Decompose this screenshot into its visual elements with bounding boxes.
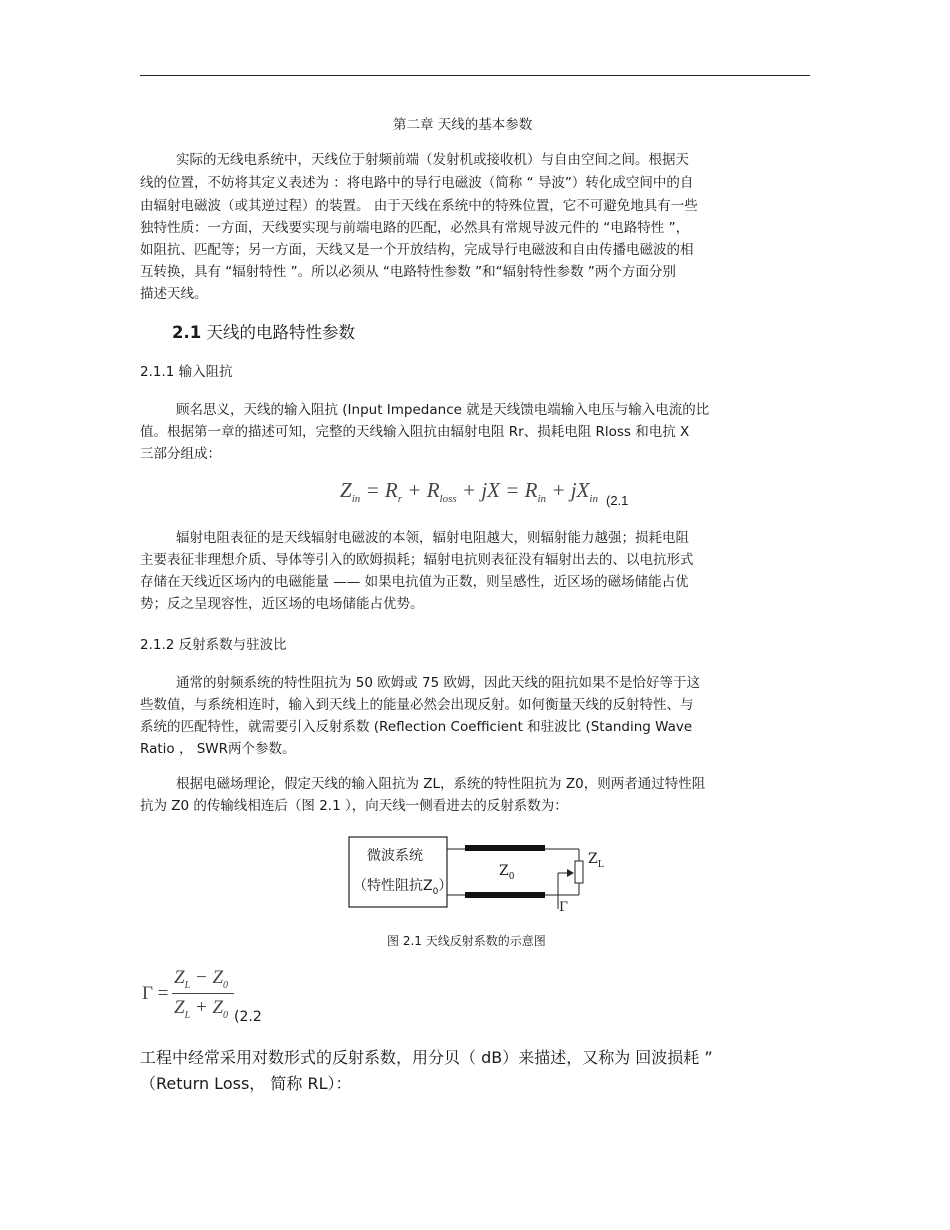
chapter-title: 第二章 天线的基本参数 [393,117,533,133]
figure-caption: 图 2.1 天线反射系数的示意图 [387,934,546,948]
text-line: 主要表征非理想介质、导体等引入的欧姆损耗；辐射电抗则表征没有辐射出去的、以电抗形式 [140,552,694,568]
section-heading [172,319,355,343]
text-line: 抗为 Z0 的传输线相连后（图 2.1 ），向天线一侧看进去的反射系数为： [140,798,568,814]
reflection-diagram [345,833,615,918]
text-line: Ratio ， SWR两个参数。 [140,741,296,757]
text-line: 如阻抗、匹配等；另一方面，天线又是一个开放结构，完成导行电磁波和自由传播电磁波的相 [140,242,694,258]
text-line: 互转换，具有 “辐射特性 ”。所以必须从 “电路特性参数 ”和“辐射特性参数 ”两个方面分别 [140,264,676,280]
text-line: 通常的射频系统的特性阻抗为 50 欧姆或 75 欧姆，因此天线的阻抗如果不是恰好等于这 [176,675,701,691]
text-line: 独特性质：一方面，天线要实现与前端电路的匹配，必然具有常规导波元件的 “电路特性 ”， [140,220,690,236]
text-line: 势；反之呈现容性，近区场的电场储能占优势。 [140,596,424,612]
text-line: （Return Loss， 简称 RL）： [140,1074,352,1093]
box-label-line2: （特性阻抗$Z_0$） [353,878,453,897]
text-line: 实际的无线电系统中，天线位于射频前端（发射机或接收机）与自由空间之间。根据天 [176,152,689,168]
text-line: 由辐射电磁波（或其逆过程）的装置。 由于天线在系统中的特殊位置，它不可避免地具有一些 [140,198,698,214]
text-line: 系统的匹配特性，就需要引入反射系数 (Reflection Coefficient 和驻波比 (Standing Wave [140,719,693,735]
text-line: 三部分组成： [140,446,221,462]
load-resistor [575,861,583,883]
text-line: 值。根据第一章的描述可知，完整的天线输入阻抗由辐射电阻 Rr、损耗电阻 Rloss 和电抗 X [140,424,690,440]
equation-input-impedance: $Z_{in} = R_r + R_{loss}$ + jX = $R_{in} + jX_{in}$ [340,478,598,506]
equation-reflection-coefficient: Γ = $Z_L - Z_0$ $Z_L + Z_0$ [140,967,250,1027]
subsection-heading: 2.1.2 反射系数与驻波比 [140,637,287,653]
text-line: 线的位置，不妨将其定义表述为 ：将电路中的导行电磁波（简称 “ 导波”）转化成空间中的自 [140,175,694,191]
z0-label: $Z_0$ [499,863,515,882]
gamma-label: Γ [559,900,569,915]
text-line: 顾名思义，天线的输入阻抗 (Input Impedance 就是天线馈电端输入电压与输入电流的比 [176,402,710,418]
gamma-arrow-head [567,869,574,877]
subsection-heading: 2.1.1 输入阻抗 [140,364,233,380]
text-line: 些数值，与系统相连时，输入到天线上的能量必然会出现反射。如何衡量天线的反射特性、与 [140,697,694,713]
text-line: 工程中经常采用对数形式的反射系数，用分贝（ dB）来描述，又称为 回波损耗 ” [140,1048,713,1067]
section-number: 2.1 [172,323,202,342]
box-label-line1: 微波系统 [367,848,423,864]
equation-number: (2.2 [234,1009,262,1025]
equation-number: (2.1 [606,493,629,508]
text-line: 根据电磁场理论，假定天线的输入阻抗为 ZL，系统的特性阻抗为 Z0，则两者通过特性阻 [176,776,706,792]
header-rule [140,75,810,76]
text-line: 描述天线。 [140,286,208,302]
text-line: 辐射电阻表征的是天线辐射电磁波的本领，辐射电阻越大，则辐射能力越强；损耗电阻 [176,530,689,546]
section-title: 天线的电路特性参数 [201,323,355,342]
zl-label: $Z_L$ [588,851,604,870]
text-line: 存储在天线近区场内的电磁能量 —— 如果电抗值为正数，则呈感性，近区场的磁场储能占优 [140,574,689,590]
